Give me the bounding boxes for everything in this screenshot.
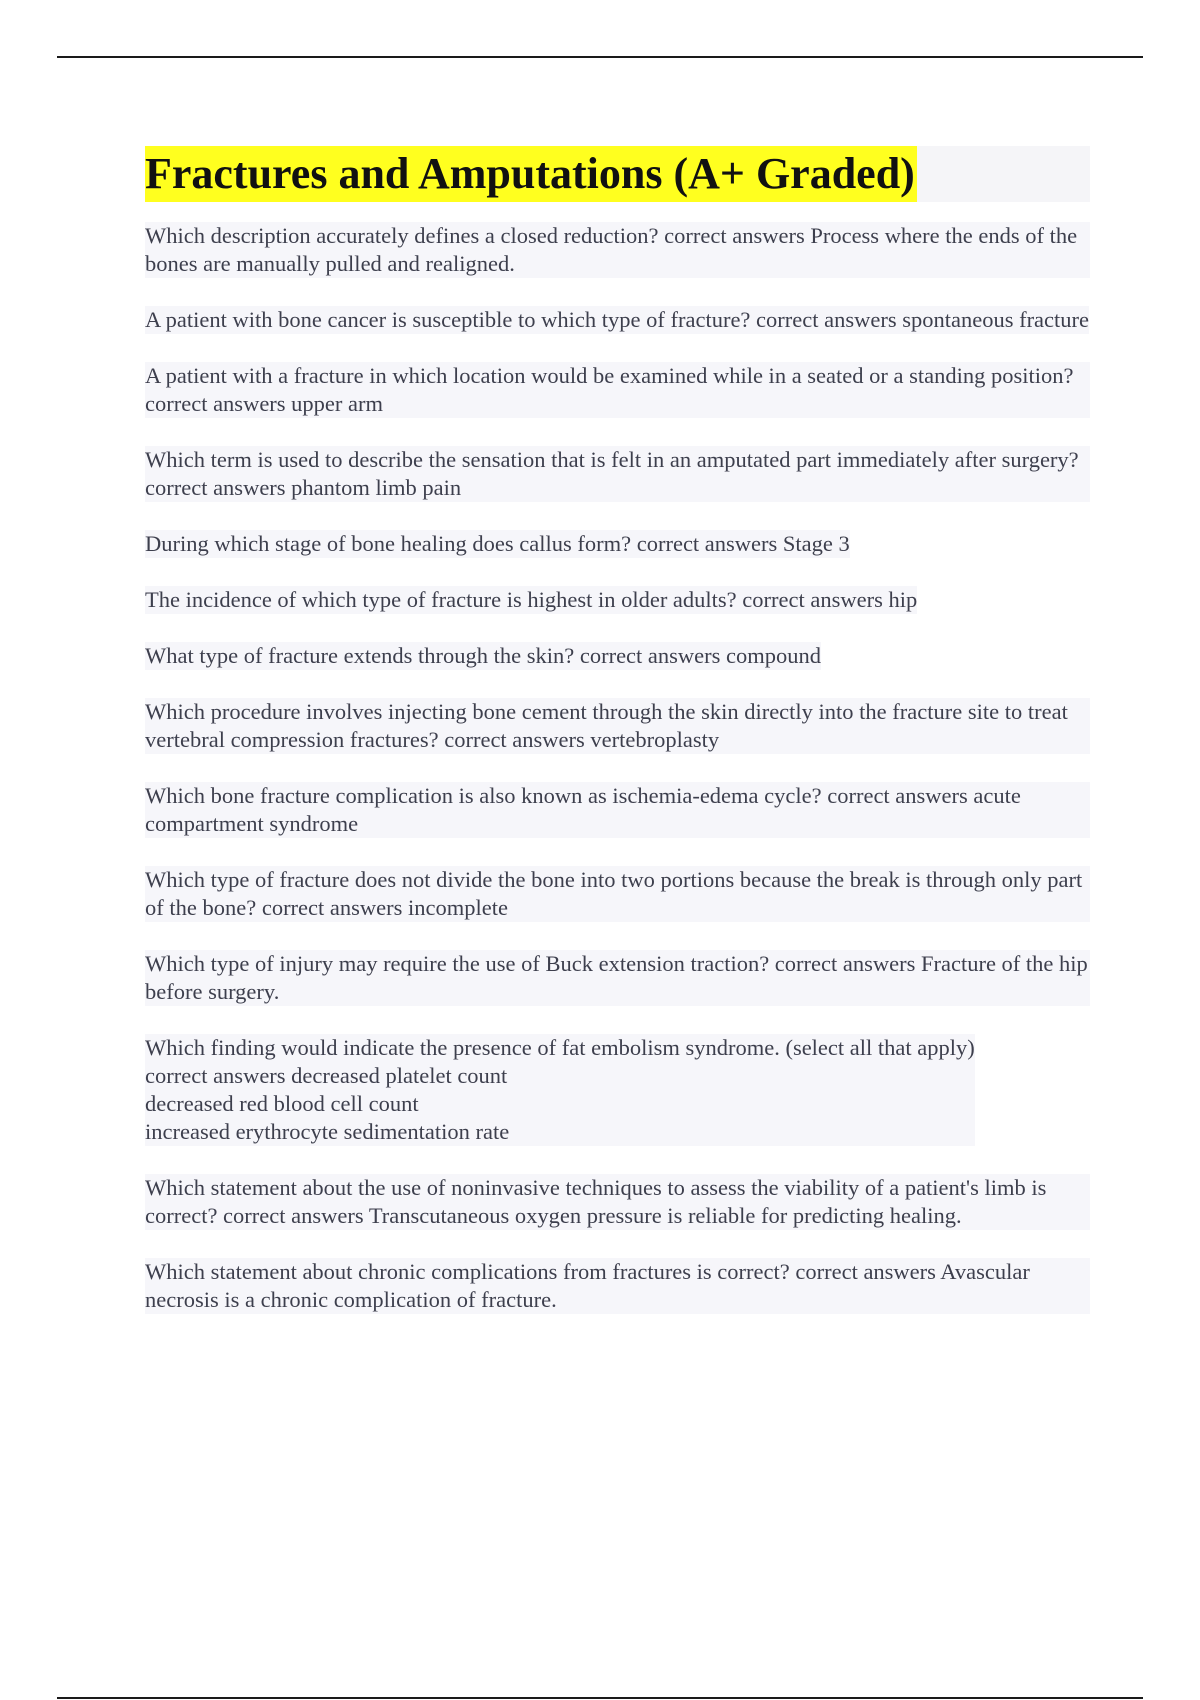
qa-item: Which statement about chronic complications from fractures is correct? correct answers Avascular necrosis is a chronic complication of fracture.: [145, 1258, 1090, 1314]
qa-answer: correct answers decreased platelet count: [145, 1063, 508, 1088]
qa-item: A patient with a fracture in which location would be examined while in a seated or a standing position? correct answers upper arm: [145, 362, 1090, 418]
title-block: [145, 146, 1090, 202]
top-rule: [57, 56, 1143, 58]
qa-item: Which type of injury may require the use of Buck extension traction? correct answers Fracture of the hip before surgery.: [145, 950, 1090, 1006]
qa-item: Which bone fracture complication is also known as ischemia-edema cycle? correct answers acute compartment syndrome: [145, 782, 1090, 838]
qa-item: Which statement about the use of noninvasive techniques to assess the viability of a patient's limb is correct? correct answers Transcutaneous oxygen pressure is reliable for predicting healing.: [145, 1174, 1090, 1230]
qa-question: Which finding would indicate the presence of fat embolism syndrome. (select all that apply): [145, 1035, 975, 1060]
page-title: Fractures and Amputations (A+ Graded): [145, 146, 917, 202]
bottom-rule: [57, 1697, 1143, 1699]
qa-list: [145, 222, 1090, 1314]
qa-answer: increased erythrocyte sedimentation rate: [145, 1119, 510, 1144]
qa-item: Which procedure involves injecting bone cement through the skin directly into the fracture site to treat vertebral compression fractures? correct answers vertebroplasty: [145, 698, 1090, 754]
qa-answer: decreased red blood cell count: [145, 1091, 419, 1116]
qa-item: The incidence of which type of fracture is highest in older adults? correct answers hip: [145, 587, 918, 612]
qa-item: During which stage of bone healing does callus form? correct answers Stage 3: [145, 531, 850, 556]
qa-item: Which description accurately defines a closed reduction? correct answers Process where the ends of the bones are manually pulled and realigned.: [145, 222, 1090, 278]
qa-item: A patient with bone cancer is susceptible to which type of fracture? correct answers spontaneous fracture: [145, 307, 1090, 332]
qa-item-multi: [145, 1034, 975, 1146]
document-content: [145, 146, 1090, 1342]
qa-item: What type of fracture extends through the skin? correct answers compound: [145, 643, 822, 668]
qa-item: Which term is used to describe the sensation that is felt in an amputated part immediately after surgery? correct answers phantom limb pain: [145, 446, 1090, 502]
qa-item: Which type of fracture does not divide the bone into two portions because the break is through only part of the bone? correct answers incomplete: [145, 866, 1090, 922]
